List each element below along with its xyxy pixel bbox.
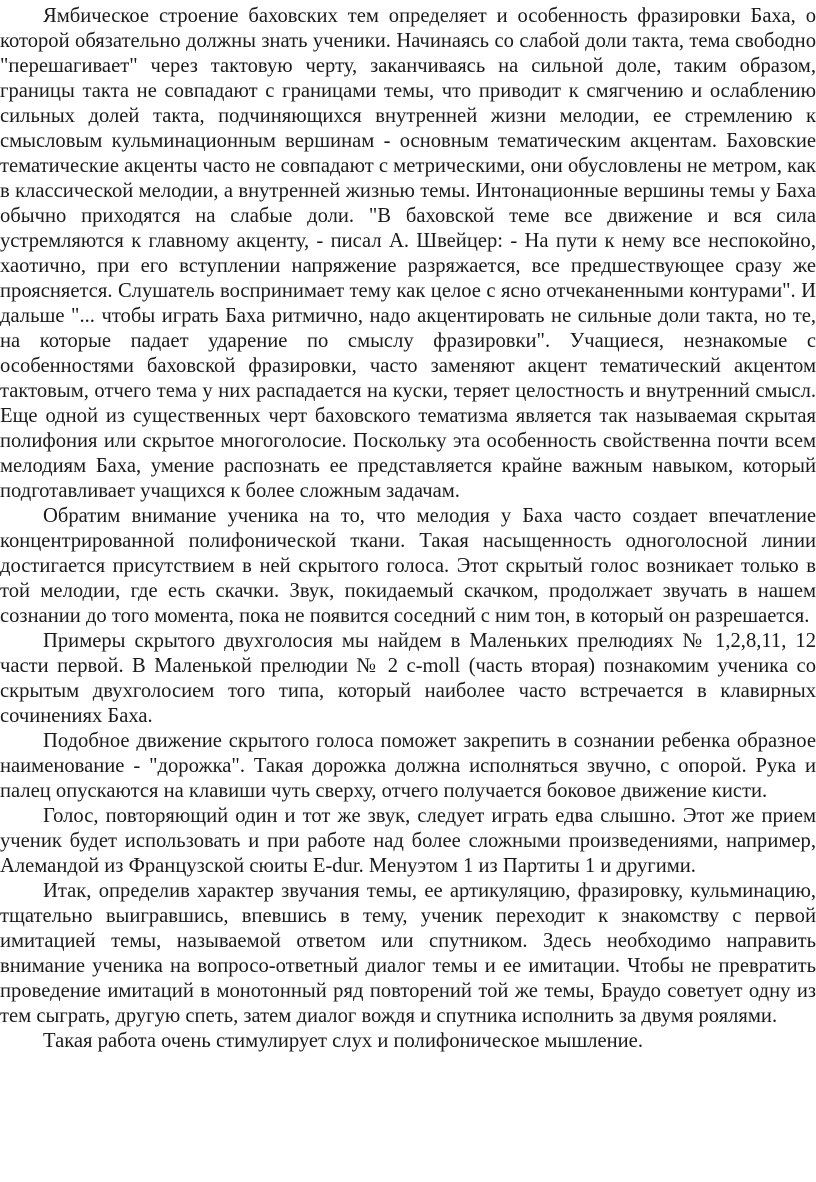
paragraph-3: Примеры скрытого двухголосия мы найдем в Маленьких прелюдиях № 1,2,8,11, 12 части первой. В Маленькой прелюдии № 2 c-moll (часть вторая) познакомим ученика со скрытым двухголосием того типа, который наиболее часто встречается в клавирных сочинениях Баха. — [0, 630, 816, 727]
paragraph-6: Итак, определив характер звучания темы, ее артикуляцию, фразировку, кульминацию, тщательно выигравшись, впевшись в тему, ученик переходит к знакомству с первой имитацией темы, называемой ответом или спутником. Здесь необходимо направить внимание ученика на вопросо-ответный диалог темы и ее имитации. Чтобы не превратить проведение имитаций в монотонный ряд повторений той же темы, Браудо советует одну из тем сыграть, другую спеть, затем диалог вождя и спутника исполнить за двумя роялями. — [0, 880, 816, 1027]
paragraph-2: Обратим внимание ученика на то, что мелодия у Баха часто создает впечатление концентрированной полифонической ткани. Такая насыщенность одноголосной линии достигается присутствием в ней скрытого голоса. Этот скрытый голос возникает только в той мелодии, где есть скачки. Звук, покидаемый скачком, продолжает звучать в нашем сознании до того момента, пока не появится соседний с ним тон, в который он разрешается. — [0, 505, 816, 627]
paragraph-7: Такая работа очень стимулирует слух и полифоническое мышление. — [43, 1030, 643, 1052]
paragraph-1: Ямбическое строение баховских тем определяет и особенность фразировки Баха, о которой обязательно должны знать ученики. Начинаясь со слабой доли такта, тема свободно "перешагивает" через тактовую черту, заканчиваясь на сильной доле, таким образом, границы такта не совпадают с границами темы, что приводит к смягчению и ослаблению сильных долей такта, подчиняющихся внутренней жизни мелодии, ее стремлению к смысловым кульминационным вершинам - основным тематическим акцентам. Баховские тематические акценты часто не совпадают с метрическими, они обусловлены не метром, как в классической мелодии, а внутренней жизнью темы. Интонационные вершины темы у Баха обычно приходятся на слабые доли. "В баховской теме все движение и вся сила устремляются к главному акценту, - писал А. Швейцер: - На пути к нему все неспокойно, хаотично, при его вступлении напряжение разряжается, все предшествующее сразу же проясняется. Слушатель воспринимает тему как целое с ясно отчеканенными контурами". И дальше "... чтобы играть Баха ритмично, надо акцентировать не сильные доли такта, но те, на которые падает ударение по смыслу фразировки". Учащиеся, незнакомые с особенностями баховской фразировки, часто заменяют акцент тематический акцентом тактовым, отчего тема у них распадается на куски, теряет целостность и внутренний смысл. Еще одной из существенных черт баховского тематизма является так называемая скрытая полифония или скрытое многоголосие. Поскольку эта особенность свойственна почти всем мелодиям Баха, умение распознать ее представляется крайне важным навыком, который подготавливает учащихся к более сложным задачам. — [0, 5, 816, 502]
paragraph-5: Голос, повторяющий один и тот же звук, следует играть едва слышно. Этот же прием ученик будет использовать и при работе над более сложными произведениями, например, Алемандой из Французской сюиты E-dur. Менуэтом 1 из Партиты 1 и другими. — [0, 805, 816, 877]
paragraph-4: Подобное движение скрытого голоса поможет закрепить в сознании ребенка образное наименование - "дорожка". Такая дорожка должна исполняться звучно, с опорой. Рука и палец опускаются на клавиши чуть сверху, отчего получается боковое движение кисти. — [0, 730, 816, 802]
